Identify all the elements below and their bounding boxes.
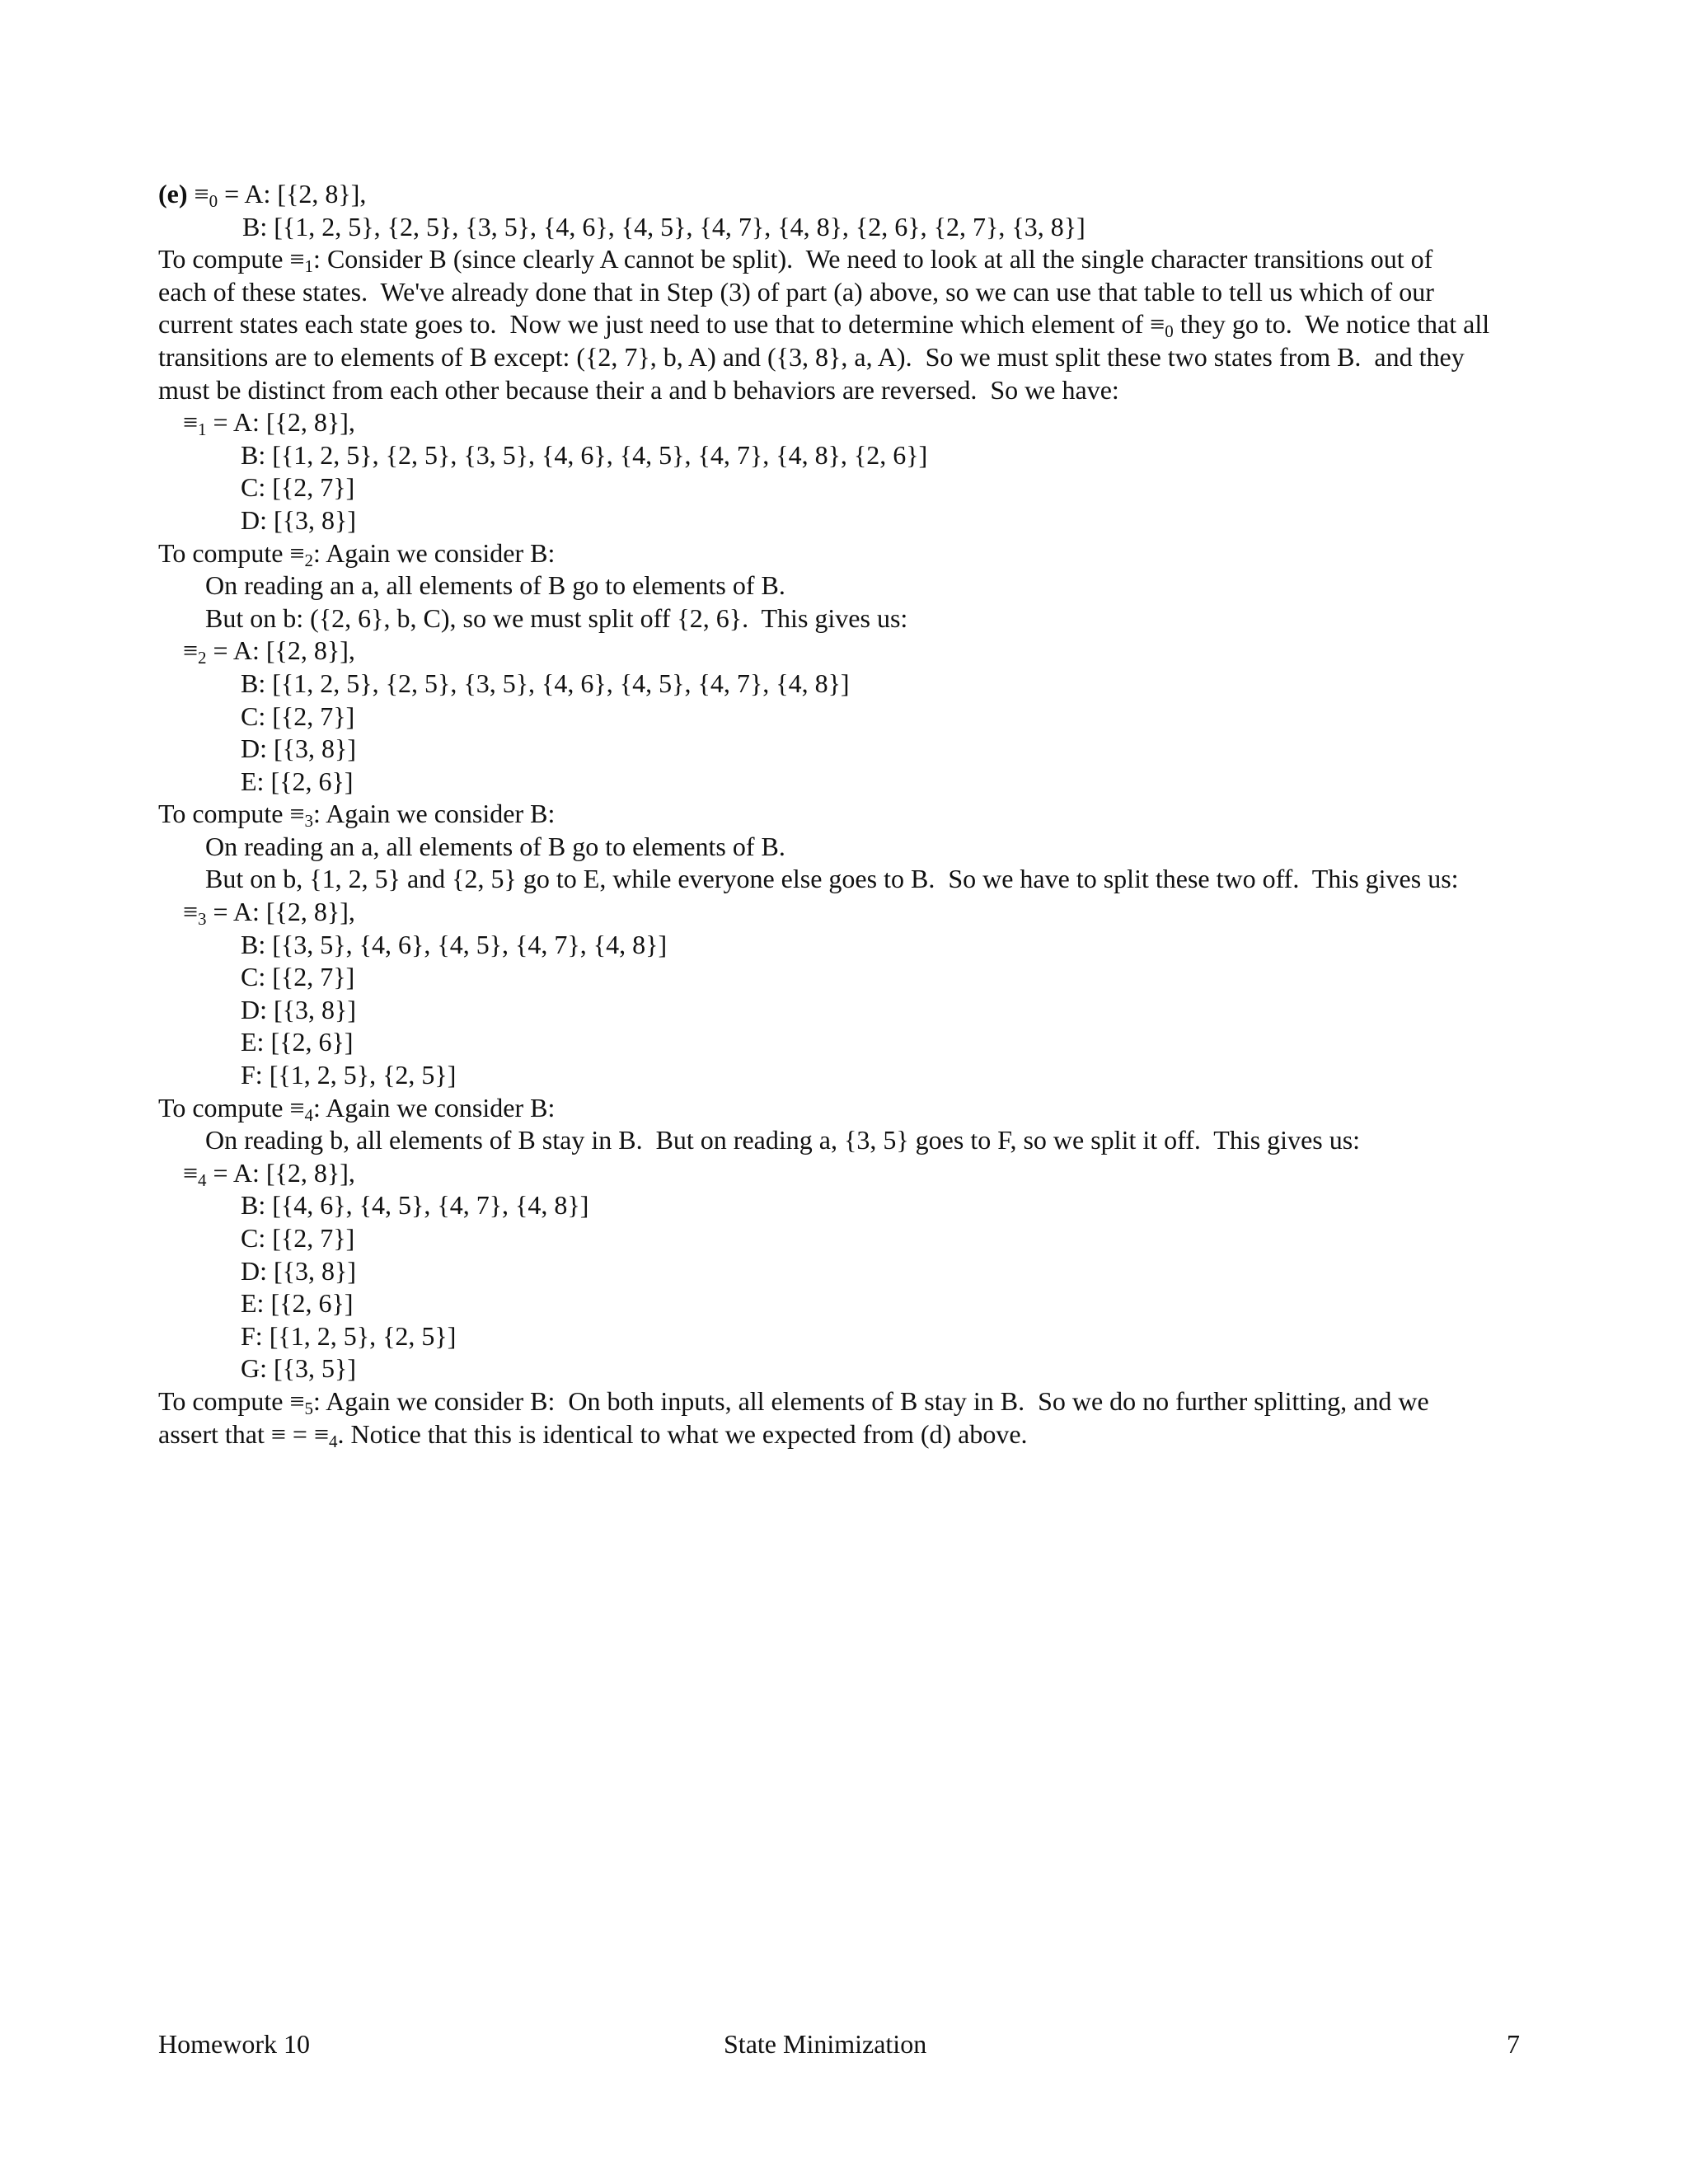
compute-prefix: To compute (158, 537, 290, 568)
paragraph-line: must be distinct from each other because their a and b behaviors are reversed. So we have: (158, 374, 1119, 405)
eq-row: C: [{2, 7}] (241, 962, 355, 992)
equiv-symbol: ≡ (313, 1418, 329, 1449)
equiv-subscript: 3 (304, 811, 314, 832)
document-body (158, 178, 1535, 1451)
compute-text: : Again we consider B: (313, 1092, 556, 1122)
equiv-symbol: ≡ (270, 1418, 286, 1449)
eq0-b-line: B: [{1, 2, 5}, {2, 5}, {3, 5}, {4, 6}, {4, 5}, {4, 7}, {4, 8}, {2, 6}, {2, 7}, {3, 8}] (242, 211, 1085, 241)
eq-row: B: [{3, 5}, {4, 6}, {4, 5}, {4, 7}, {4, 8}] (241, 929, 668, 959)
eq-row: G: [{3, 5}] (241, 1353, 357, 1384)
eq-row: D: [{3, 8}] (241, 994, 357, 1024)
eq-row: E: [{2, 6}] (241, 1027, 354, 1057)
eq-row: D: [{3, 8}] (241, 733, 357, 764)
eq-row: E: [{2, 6}] (241, 1288, 354, 1319)
eq-row: D: [{3, 8}] (241, 1255, 357, 1286)
eq-row: D: [{3, 8}] (241, 504, 357, 535)
equiv-subscript: 2 (198, 648, 207, 668)
equiv-symbol: ≡ (289, 1092, 305, 1122)
eq-row: C: [{2, 7}] (241, 1223, 355, 1253)
equiv-symbol: ≡ (183, 897, 199, 927)
eq-row: B: [{1, 2, 5}, {2, 5}, {3, 5}, {4, 6}, {4, 5}, {4, 7}, {4, 8}] (241, 668, 850, 698)
eq3-line (158, 896, 1535, 929)
paragraph-line (158, 308, 1535, 341)
equiv-subscript: 4 (328, 1431, 338, 1451)
eq0-a: = A: [{2, 8}], (218, 179, 367, 209)
eq4-line (158, 1157, 1535, 1190)
eq-row: E: [{2, 6}] (241, 766, 354, 796)
compute-prefix: To compute (158, 1092, 290, 1122)
equiv-symbol: ≡ (289, 799, 305, 829)
eq-row: F: [{1, 2, 5}, {2, 5}] (241, 1060, 457, 1090)
compute3-line (158, 798, 1535, 831)
eq1-line (158, 406, 1535, 439)
equiv-subscript: 5 (304, 1398, 314, 1418)
equiv-symbol: ≡ (289, 1385, 305, 1416)
eq2-line (158, 635, 1535, 668)
compute4-line (158, 1092, 1535, 1125)
equiv-subscript: 1 (304, 256, 314, 277)
conclusion-line (158, 1418, 1535, 1451)
compute1-line (158, 243, 1535, 276)
eq-row: F: [{1, 2, 5}, {2, 5}] (241, 1320, 457, 1351)
compute-text: : Again we consider B: (313, 799, 556, 829)
compute5-line (158, 1385, 1535, 1418)
paragraph-line: each of these states. We've already done that in Step (3) of part (a) above, so we can use that table to tell us which of our (158, 276, 1434, 307)
equiv-symbol: ≡ (183, 635, 199, 666)
compute-prefix: To compute (158, 244, 290, 274)
eq-a: = A: [{2, 8}], (206, 635, 355, 666)
compute2-line (158, 537, 1535, 570)
equiv-subscript: 4 (304, 1104, 314, 1125)
eq-row: B: [{1, 2, 5}, {2, 5}, {3, 5}, {4, 6}, {4, 5}, {4, 7}, {4, 8}, {2, 6}] (241, 439, 928, 470)
eq-a: = A: [{2, 8}], (206, 897, 355, 927)
compute-prefix: To compute (158, 1385, 290, 1416)
eq-row: C: [{2, 7}] (241, 701, 355, 731)
equiv-symbol: ≡ (183, 407, 199, 438)
text-span: assert that (158, 1418, 271, 1449)
text-span: current states each state goes to. Now we just need to use that to determine which element of (158, 309, 1151, 340)
equiv-subscript: 0 (209, 191, 218, 211)
text-span: they go to. We notice that all (1173, 309, 1490, 340)
indented-line: On reading an a, all elements of B go to elements of B. (205, 570, 785, 601)
compute-text: : Again we consider B: On both inputs, all elements of B stay in B. So we do no further splitting, and we (313, 1385, 1429, 1416)
equiv-symbol: ≡ (289, 537, 305, 568)
equiv-symbol: ≡ (194, 179, 209, 209)
equiv-subscript: 1 (198, 419, 207, 440)
equiv-subscript: 2 (304, 550, 314, 570)
equiv-symbol: ≡ (1150, 309, 1165, 340)
compute-prefix: To compute (158, 799, 290, 829)
paragraph-line: transitions are to elements of B except: ({2, 7}, b, A) and ({3, 8}, a, A). So we must split these two states from B. and they (158, 341, 1465, 372)
equiv-subscript: 3 (198, 909, 207, 930)
eq-a: = A: [{2, 8}], (206, 1157, 355, 1188)
part-label: (e) (158, 179, 188, 209)
eq0-line (158, 178, 1535, 211)
eq-row: B: [{4, 6}, {4, 5}, {4, 7}, {4, 8}] (241, 1190, 589, 1221)
text-span: . Notice that this is identical to what we expected from (d) above. (337, 1418, 1028, 1449)
indented-line: But on b: ({2, 6}, b, C), so we must split off {2, 6}. This gives us: (205, 602, 908, 633)
footer-left: Homework 10 (158, 2029, 310, 2059)
eq-a: = A: [{2, 8}], (206, 407, 355, 438)
equiv-symbol: ≡ (183, 1157, 199, 1188)
compute-text: : Consider B (since clearly A cannot be split). We need to look at all the single character transitions out of (313, 244, 1433, 274)
compute-text: : Again we consider B: (313, 537, 556, 568)
indented-line: But on b, {1, 2, 5} and {2, 5} go to E, while everyone else goes to B. So we have to split these two off. This gives us: (205, 864, 1459, 894)
equiv-subscript: 0 (1165, 321, 1174, 342)
indented-line: On reading an a, all elements of B go to elements of B. (205, 831, 785, 861)
eq-row: C: [{2, 7}] (241, 472, 355, 503)
footer-center: State Minimization (724, 2029, 927, 2059)
equiv-subscript: 4 (198, 1169, 207, 1190)
equiv-symbol: ≡ (289, 244, 305, 274)
page-number: 7 (1507, 2029, 1520, 2059)
text-span: = (285, 1418, 314, 1449)
indented-line: On reading b, all elements of B stay in B. But on reading a, {3, 5} goes to F, so we split it off. This gives us: (205, 1125, 1361, 1155)
